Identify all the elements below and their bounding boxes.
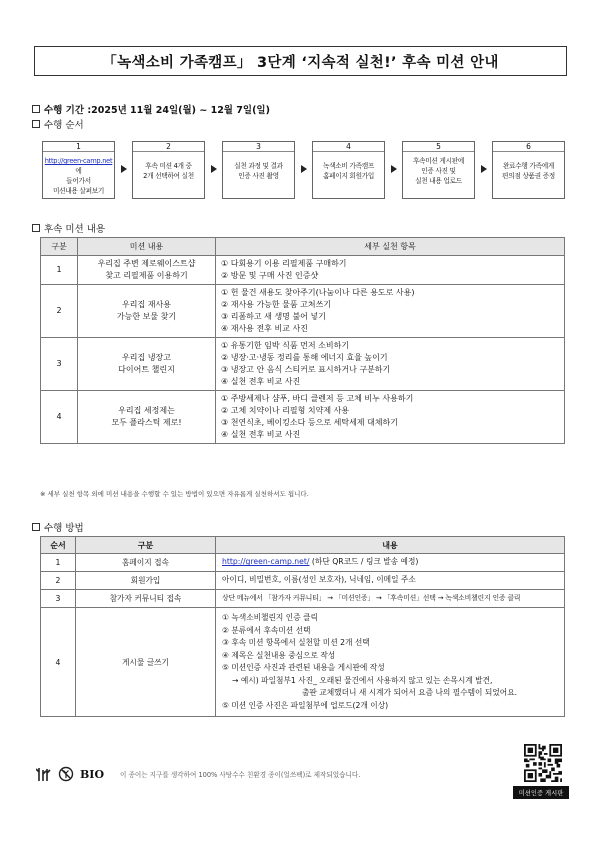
steps-flow	[42, 141, 564, 199]
table-row: 4 게시물 글쓰기 ① 녹색소비챌린지 인증 클릭 ② 분류에서 후속미션 선택 ③ 후속 미션 항목에서 실천할 미션 2개 선택 ④ 제목은 실천내용 중심으로 작성 ⑤ 미션인증 사진과 관련된 내용을 게시판에 작성 → 예시) 파일첨부1 사진_ 오래된 물건에서 사용하지 않고 있는 손목시계 발견, 출판 교체했더니 새 시계가 되어서 요즘 나의 필수템이 되었어요. ⑤ 미션 인증 사진은 파일첨부에 업로드(2개 이상)	[41, 608, 565, 717]
arrow-right-icon	[121, 165, 127, 173]
qr-label: 미션인증 게시판	[513, 786, 569, 799]
note-text: ※ 세부 실천 항목 외에 미션 내용을 수행할 수 있는 방법이 있으면 자유롭게 실천하셔도 됩니다.	[40, 490, 309, 498]
table-row: 3 참가자 커뮤니티 접속 상단 메뉴에서 「참가자 커뮤니티」 → 「미션인증」 → 「후속미션」선택 → 녹색소비챌린지 인증 클릭	[41, 590, 565, 608]
table-row: 1 홈페이지 접속 http://green-camp.net/ (하단 QR코드 / 링크 발송 예정)	[41, 554, 565, 572]
table-row: 2 우리집 재사용 가능한 보물 찾기 ① 헌 물건 새용도 찾아주기(나눔이나 다른 용도로 사용) ② 재사용 가능한 물품 고쳐쓰기 ③ 리폼하고 새 생명 불어 넣기 ④ 재사용 전후 비교 사진	[41, 285, 565, 338]
square-icon	[32, 523, 40, 531]
step-6: 6 완료수행 가족에게 편의점 상품권 증정	[492, 141, 565, 199]
bamboo-icon	[36, 766, 52, 782]
step-5: 5 후속미션 게시판에 인증 사진 및 실천 내용 업로드	[402, 141, 475, 199]
step-number: 5	[403, 142, 474, 152]
homepage-link[interactable]: http://green-camp.net/	[222, 557, 310, 567]
step-number: 3	[223, 142, 294, 152]
period-value: 2025년 11월 24일(월) ~ 12월 7일(일)	[91, 105, 270, 116]
step-number: 4	[313, 142, 384, 152]
period-line	[32, 102, 270, 116]
arrow-right-icon	[301, 165, 307, 173]
mission-table	[40, 237, 565, 444]
step-number: 6	[493, 142, 564, 152]
table-row: 2 회원가입 아이디, 비밀번호, 이름(성인 보호자), 닉네임, 이메일 주소	[41, 572, 565, 590]
method-heading: 수행 방법	[32, 520, 84, 534]
eco-logos	[36, 766, 104, 782]
method-table	[40, 536, 565, 717]
period-label: 수행 기간 :	[44, 105, 92, 116]
step-3: 3 실천 과정 및 결과 인증 사진 촬영	[222, 141, 295, 199]
square-icon	[32, 105, 40, 113]
page-title: 「녹색소비 가족캠프」 3단계 ‘지속적 실천!’ 후속 미션 안내	[34, 46, 567, 76]
footer	[36, 764, 566, 804]
step-number: 2	[133, 142, 204, 152]
table-header: 순서 구분 내용	[41, 537, 565, 554]
footer-text: 이 종이는 지구를 생각하여 100% 사탕수수 친환경 종이(얼쓰팩)로 제작되었습니다.	[120, 771, 361, 779]
qr-code-icon[interactable]	[524, 744, 562, 782]
arrow-right-icon	[391, 165, 397, 173]
step-4: 4 녹색소비 가족캠프 홈페이지 회원가입	[312, 141, 385, 199]
step-1: 1 http://green-camp.net에 들어가서 미션내용 살펴보기	[42, 141, 115, 199]
table-header: 구분 미션 내용 세부 실천 항목	[41, 238, 565, 256]
bio-logo: BIO	[80, 767, 105, 781]
step-number: 1	[43, 142, 114, 152]
table-row: 3 우리집 냉장고 다이어트 챌린지 ① 유통기한 임박 식품 먼저 소비하기 ② 냉장·고·냉동 정리를 통해 에너지 효율 높이기 ③ 냉장고 안 음식 스티커로 표시하거나 구분하기 ④ 실천 전후 비교 사진	[41, 338, 565, 391]
order-heading: 수행 순서	[32, 117, 84, 131]
homepage-link[interactable]: http://green-camp.net	[44, 157, 113, 165]
table-row: 4 우리집 세정제는 모두 플라스틱 제로! ① 주방세제나 샴푸, 바디 클렌저 등 고체 비누 사용하기 ② 고체 치약이나 리필형 치약제 사용 ③ 천연식초, 베이킹소다 등으로 세탁세제 대체하기 ④ 실천 전후 비교 사진	[41, 391, 565, 444]
step-2: 2 후속 미션 4개 중 2개 선택하여 실천	[132, 141, 205, 199]
square-icon	[32, 224, 40, 232]
arrow-right-icon	[211, 165, 217, 173]
no-tree-icon	[58, 766, 74, 782]
arrow-right-icon	[481, 165, 487, 173]
table-row: 1 우리집 주변 제로웨이스트샵 찾고 리필제품 이용하기 ① 다회용기 이용 리필제품 구매하기 ② 방문 및 구매 사진 인증샷	[41, 256, 565, 285]
square-icon	[32, 120, 40, 128]
mission-heading: 후속 미션 내용	[32, 221, 105, 235]
